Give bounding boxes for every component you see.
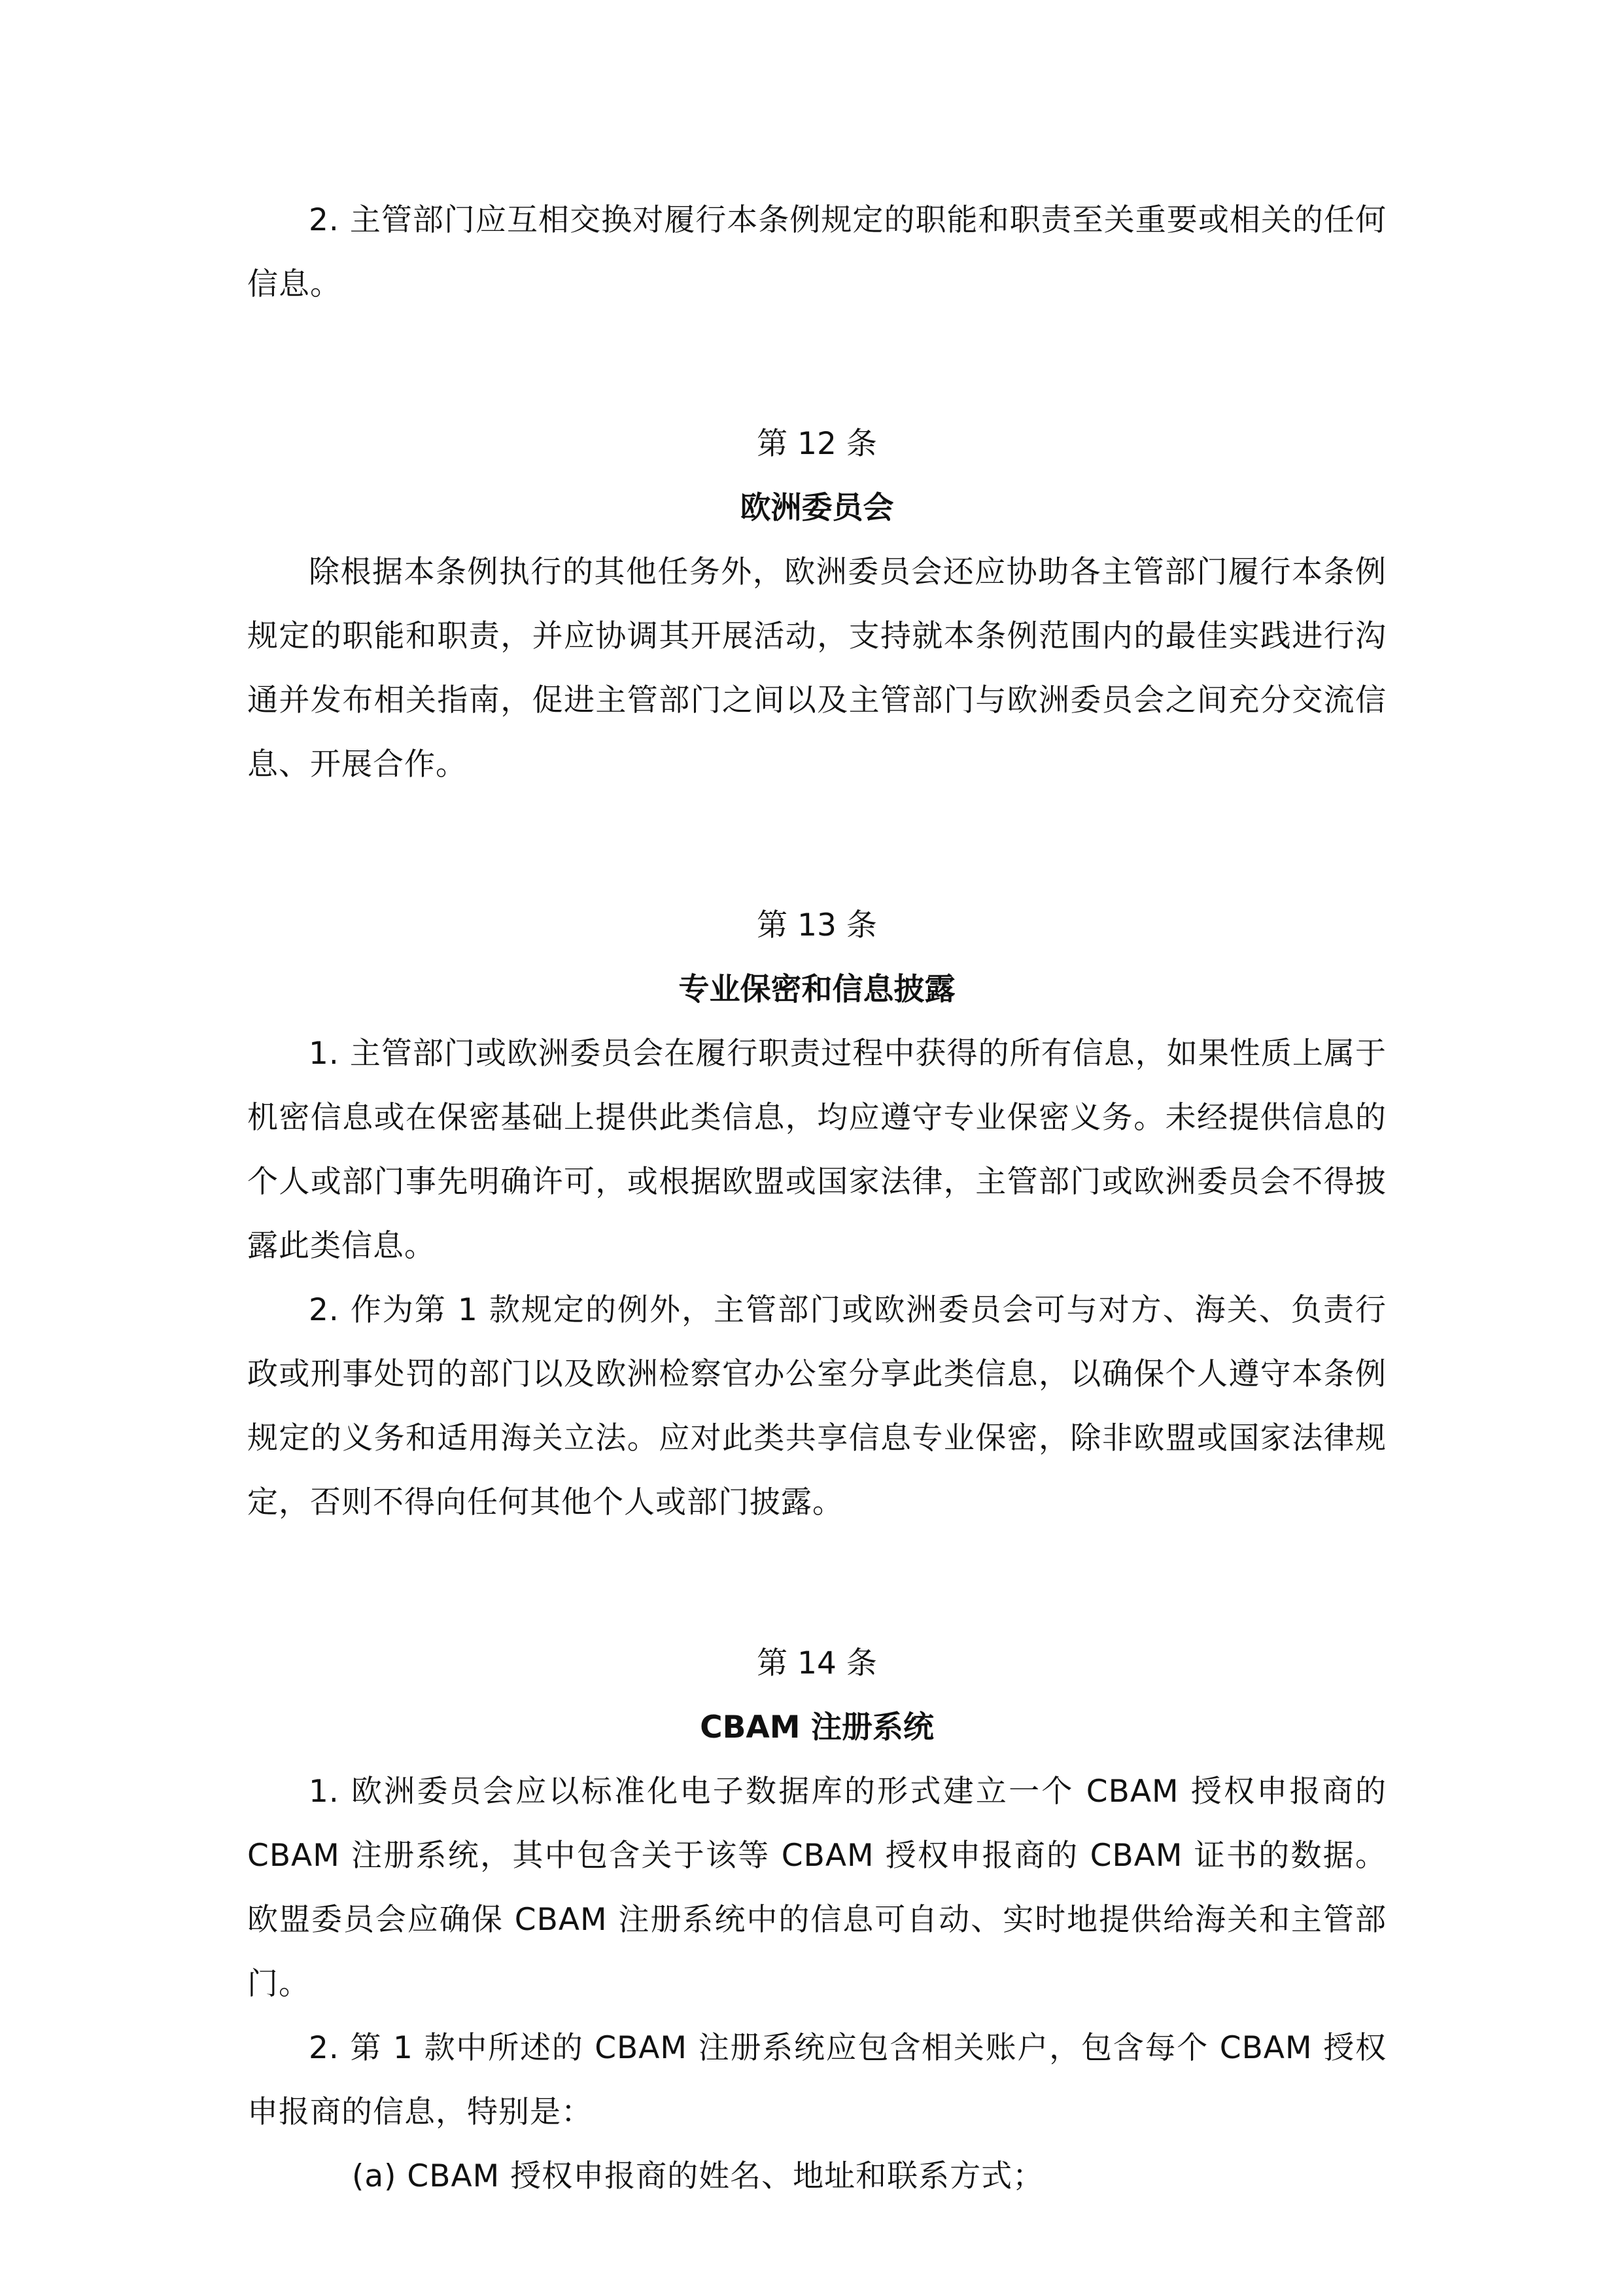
article-paragraph: 2. 作为第 1 款规定的例外，主管部门或欧洲委员会可与对方、海关、负责行政或刑事处罚的部门以及欧洲检察官办公室分享此类信息，以确保个人遵守本条例规定的义务和适用海关立法。应对此类共享信息专业保密，除非欧盟或国家法律规定，否则不得向任何其他个人或部门披露。 [247,1292,1387,1520]
intro-paragraph: 2. 主管部门应互相交换对履行本条例规定的职能和职责至关重要或相关的任何信息。 [247,202,1387,302]
article-title: 欧洲委员会 [740,490,894,526]
article-number: 第 12 条 [757,426,877,462]
article-number: 第 13 条 [757,907,877,943]
article-14 [247,1632,1387,2209]
article-13 [247,894,1387,1535]
article-title: 专业保密和信息披露 [678,972,956,1007]
document-body [247,188,1387,2209]
article-paragraph: 除根据本条例执行的其他任务外，欧洲委员会还应协助各主管部门履行本条例规定的职能和职责，并应协调其开展活动，支持就本条例范围内的最佳实践进行沟通并发布相关指南，促进主管部门之间以及主管部门与欧洲委员会之间充分交流信息、开展合作。 [247,554,1387,782]
article-paragraph: 2. 第 1 款中所述的 CBAM 注册系统应包含相关账户，包含每个 CBAM 授权申报商的信息，特别是： [247,2030,1387,2130]
spacer [247,797,1387,894]
article-12 [247,412,1387,797]
article-title: CBAM 注册系统 [700,1709,934,1745]
article-number: 第 14 条 [757,1645,877,1681]
spacer [247,1535,1387,1632]
article-paragraph: 1. 主管部门或欧洲委员会在履行职责过程中获得的所有信息，如果性质上属于机密信息或在保密基础上提供此类信息，均应遵守专业保密义务。未经提供信息的个人或部门事先明确许可，或根据欧盟或国家法律，主管部门或欧洲委员会不得披露此类信息。 [247,1036,1387,1264]
spacer [247,317,1387,412]
article-paragraph: 1. 欧洲委员会应以标准化电子数据库的形式建立一个 CBAM 授权申报商的 CBAM 注册系统，其中包含关于该等 CBAM 授权申报商的 CBAM 证书的数据。欧盟委员会应确保 CBAM 注册系统中的信息可自动、实时地提供给海关和主管部门。 [247,1774,1387,2002]
list-item: (a) CBAM 授权申报商的姓名、地址和联系方式； [352,2158,1045,2194]
